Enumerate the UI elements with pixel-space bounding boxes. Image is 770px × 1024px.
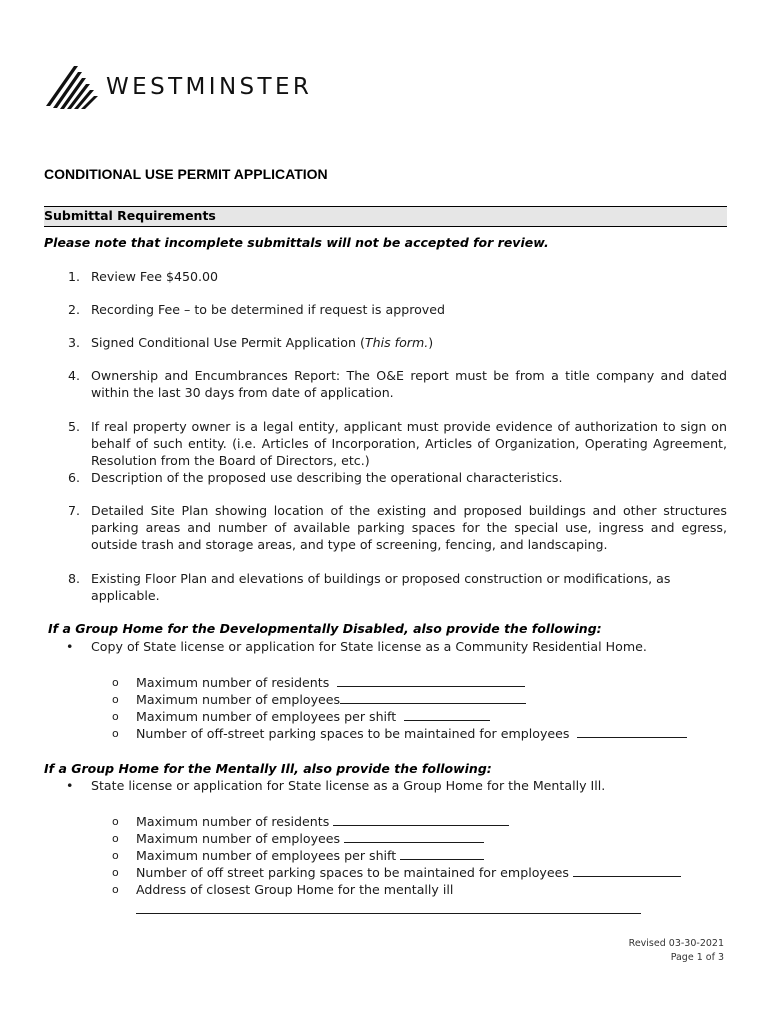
submittal-heading: Submittal Requirements bbox=[44, 208, 216, 223]
residents-blank-field[interactable] bbox=[333, 813, 509, 826]
item-label: Maximum number of employees per shift bbox=[136, 709, 397, 724]
bullet-text: State license or application for State license as a Group Home for the Mentally Ill. bbox=[91, 778, 606, 793]
requirement-text: Detailed Site Plan showing location of the existing and proposed buildings and other structures parking areas and number of available parking spaces for the special use, ingress and egress, outside trash and storage areas, and type of screening, fencing, and landscaping. bbox=[91, 503, 727, 552]
requirement-text-part: Signed Conditional Use Permit Application ( bbox=[91, 335, 365, 350]
page-title: CONDITIONAL USE PERMIT APPLICATION bbox=[44, 166, 328, 182]
requirement-text: Existing Floor Plan and elevations of buildings or proposed construction or modifications, as applicable. bbox=[91, 571, 671, 603]
submittal-note: Please note that incomplete submittals will not be accepted for review. bbox=[44, 235, 549, 250]
item-label: Maximum number of employees per shift bbox=[136, 848, 397, 863]
item-label: Maximum number of residents bbox=[136, 675, 330, 690]
westminster-logo bbox=[44, 64, 312, 110]
bullet-icon: • bbox=[66, 778, 74, 793]
submittal-requirements-bar bbox=[44, 206, 727, 227]
circle-bullet-icon: o bbox=[112, 676, 119, 689]
circle-bullet-icon: o bbox=[112, 815, 119, 828]
circle-bullet-icon: o bbox=[112, 710, 119, 723]
requirement-text: Description of the proposed use describing the operational characteristics. bbox=[91, 470, 563, 485]
employees-per-shift-blank-field[interactable] bbox=[404, 708, 490, 721]
bullet-text: Copy of State license or application for State license as a Community Residential Home. bbox=[91, 639, 647, 654]
requirement-text: Review Fee $450.00 bbox=[91, 269, 219, 284]
westminster-logo-icon bbox=[44, 64, 100, 110]
requirement-number: 7. bbox=[68, 503, 81, 518]
circle-bullet-icon: o bbox=[112, 693, 119, 706]
logo-wordmark: WESTMINSTER bbox=[106, 74, 313, 100]
circle-bullet-icon: o bbox=[112, 849, 119, 862]
revised-date: Revised 03-30-2021 bbox=[628, 938, 724, 949]
employees-blank-field[interactable] bbox=[344, 830, 484, 843]
employees-blank-field[interactable] bbox=[340, 691, 526, 704]
item-label: Maximum number of employees bbox=[136, 692, 341, 707]
address-blank-field[interactable] bbox=[136, 913, 641, 914]
parking-spaces-blank-field[interactable] bbox=[577, 725, 687, 738]
item-label: Address of closest Group Home for the mentally ill bbox=[136, 882, 454, 897]
parking-spaces-blank-field[interactable] bbox=[573, 864, 681, 877]
circle-bullet-icon: o bbox=[112, 866, 119, 879]
page-number: Page 1 of 3 bbox=[670, 952, 724, 963]
employees-per-shift-blank-field[interactable] bbox=[400, 847, 484, 860]
requirement-number: 1. bbox=[68, 269, 81, 284]
item-label: Maximum number of employees bbox=[136, 831, 341, 846]
requirement-text-part: ) bbox=[428, 335, 434, 350]
requirement-text-emphasis: This form. bbox=[364, 335, 429, 350]
requirement-number: 5. bbox=[68, 419, 81, 434]
item-label: Number of off street parking spaces to be maintained for employees bbox=[136, 865, 569, 880]
bullet-icon: • bbox=[66, 639, 74, 654]
item-label: Maximum number of residents bbox=[136, 814, 330, 829]
requirement-number: 6. bbox=[68, 470, 81, 485]
requirement-number: 2. bbox=[68, 302, 81, 317]
requirement-number: 3. bbox=[68, 335, 81, 350]
requirement-text: Ownership and Encumbrances Report: The O&E report must be from a title company and dated within the last 30 days from date of application. bbox=[91, 368, 727, 400]
requirement-number: 8. bbox=[68, 571, 81, 586]
requirement-text bbox=[91, 334, 727, 351]
circle-bullet-icon: o bbox=[112, 727, 119, 740]
requirement-number: 4. bbox=[68, 368, 81, 383]
requirement-text: If real property owner is a legal entity, applicant must provide evidence of authorization to sign on behalf of such entity. (i.e. Articles of Incorporation, Articles of Organization, Operating Agreement, Resolution from the Board of Directors, etc.) bbox=[91, 419, 727, 468]
residents-blank-field[interactable] bbox=[337, 674, 525, 687]
developmentally-disabled-heading: If a Group Home for the Developmentally Disabled, also provide the following: bbox=[48, 621, 602, 636]
circle-bullet-icon: o bbox=[112, 832, 119, 845]
circle-bullet-icon: o bbox=[112, 883, 119, 896]
requirement-text: Recording Fee – to be determined if request is approved bbox=[91, 302, 445, 317]
mentally-ill-heading: If a Group Home for the Mentally Ill, also provide the following: bbox=[44, 761, 492, 776]
item-label: Number of off-street parking spaces to be maintained for employees bbox=[136, 726, 570, 741]
